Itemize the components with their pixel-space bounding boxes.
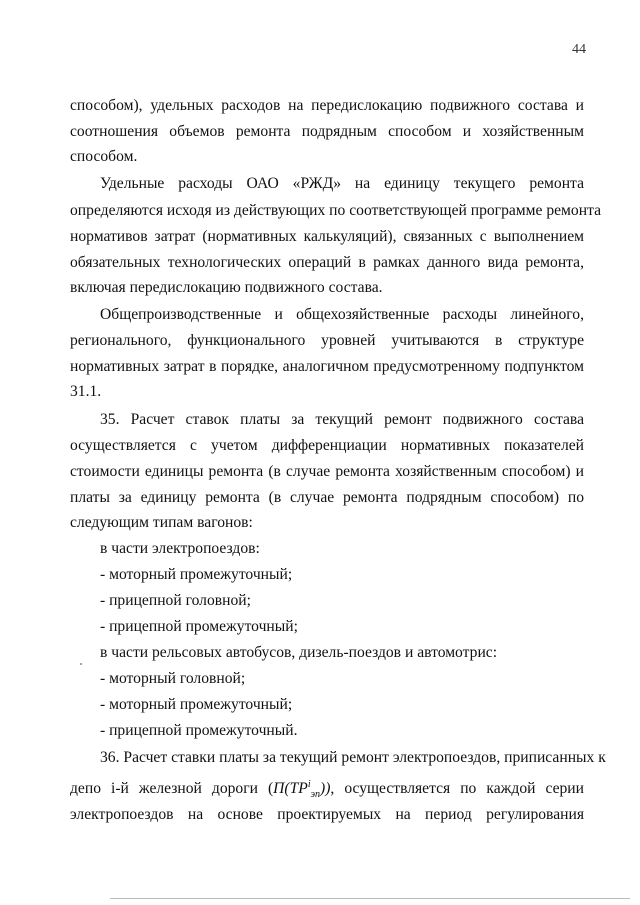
text-line: регионального, функционального уровней учитываются в структуре [70, 332, 584, 349]
text-line: электропоездов на основе проектируемых на период регулирования [70, 806, 584, 823]
text-line: 31.1. [70, 383, 102, 400]
text-fragment: депо i-й железной дороги ( [70, 780, 274, 798]
page-number: 44 [572, 42, 586, 57]
text-line: соотношения объемов ремонта подрядным способом и хозяйственным [70, 123, 584, 140]
text-line: определяются исходя из действующих по соответствующей программе ремонта [70, 202, 601, 219]
paragraph-first-line: Удельные расходы ОАО «РЖД» на единицу текущего ремонта [100, 175, 584, 192]
list-heading: в части рельсовых автобусов, дизель-поездов и автомотрис: [100, 644, 498, 661]
paragraph-first-line: 36. Расчет ставки платы за текущий ремонт электропоездов, приписанных к [100, 749, 606, 766]
scan-speck [80, 663, 82, 665]
text-line: стоимости единицы ремонта (в случае ремонта хозяйственным способом) и [70, 463, 584, 480]
paragraph-first-line: Общепроизводственные и общехозяйственные расходы линейного, [100, 306, 584, 323]
text-line: обязательных технологических операций в рамках данного вида ремонта, [70, 254, 584, 271]
scan-bottom-edge [110, 898, 630, 899]
text-line: нормативных затрат в порядке, аналогичном предусмотренному подпунктом [70, 358, 584, 375]
list-item: - моторный промежуточный; [100, 566, 293, 583]
text-line: платы за единицу ремонта (в случае ремонта подрядным способом) по [70, 489, 584, 506]
formula-subscript: эп [310, 789, 321, 801]
list-heading: в части электропоездов: [100, 540, 260, 557]
list-item: - моторный головной; [100, 670, 246, 687]
list-item: - моторный промежуточный; [100, 696, 293, 713]
formula-superscript: i [307, 779, 311, 790]
text-line: нормативов затрат (нормативных калькуляций), связанных с выполнением [70, 228, 584, 245]
text-line-with-formula [70, 775, 584, 805]
text-line: способом. [70, 148, 138, 165]
formula [273, 779, 331, 801]
text-line: осуществляется с учетом дифференциации нормативных показателей [70, 437, 584, 454]
formula-close: )) [320, 780, 331, 798]
list-item: - прицепной головной; [100, 592, 251, 609]
list-item: - прицепной промежуточный. [100, 722, 298, 739]
paragraph-first-line: 35. Расчет ставок платы за текущий ремонт подвижного состава [100, 411, 584, 428]
text-fragment: , осуществляется по каждой серии [330, 780, 584, 798]
list-item: - прицепной промежуточный; [100, 618, 298, 635]
text-line: включая передислокацию подвижного состава. [70, 279, 383, 296]
text-line: следующим типам вагонов: [70, 514, 253, 531]
formula-body: П(TP [273, 780, 308, 798]
text-line: способом), удельных расходов на передислокацию подвижного состава и [70, 97, 584, 114]
